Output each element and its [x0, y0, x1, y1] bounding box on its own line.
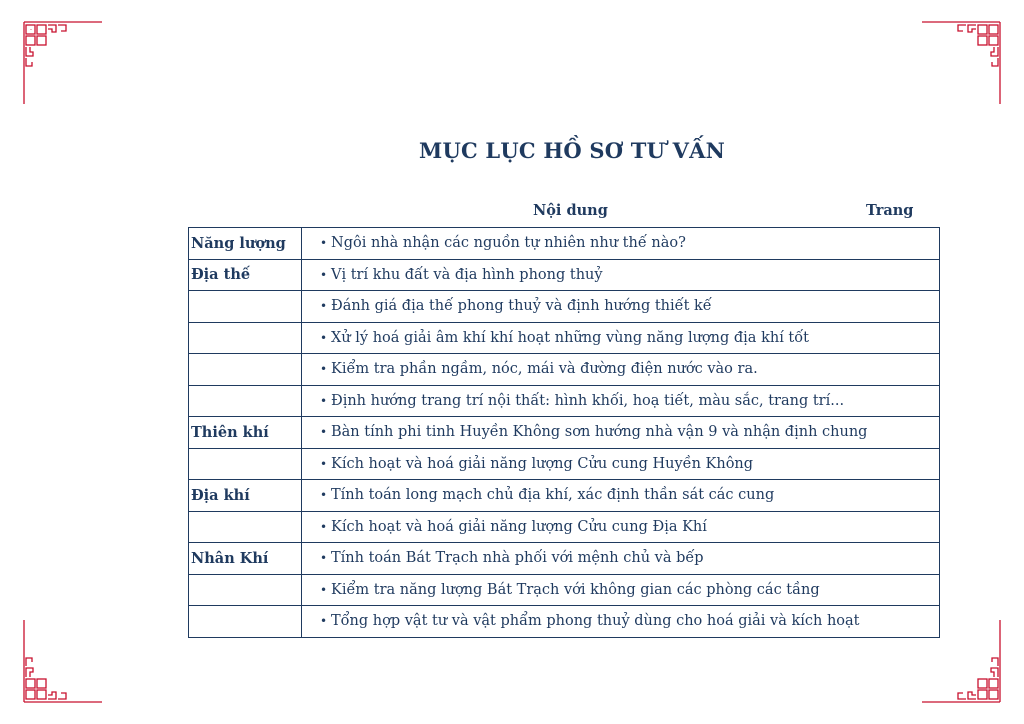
table-of-contents: [188, 227, 940, 638]
bullet-icon: •: [320, 425, 328, 440]
toc-body: [189, 228, 940, 638]
bullet-icon: •: [320, 362, 328, 377]
corner-ornament-top-right: [918, 20, 1002, 104]
table-row: [189, 574, 940, 606]
column-header-page: Trang: [866, 202, 914, 219]
lattice-ornament-icon: [918, 20, 1002, 104]
corner-ornament-bottom-left: [22, 620, 106, 704]
table-row: [189, 480, 940, 512]
table-row: [189, 291, 940, 323]
table-row: [189, 606, 940, 638]
toc-item-text: Kích hoạt và hoá giải năng lượng Cửu cung Địa Khí: [331, 518, 707, 535]
toc-item-text: Kiểm tra phần ngầm, nóc, mái và đường điện nước vào ra.: [331, 361, 758, 378]
bullet-icon: •: [320, 488, 328, 503]
table-row: [189, 511, 940, 543]
table-row: [189, 417, 940, 449]
toc-item: [302, 385, 940, 417]
toc-item: [302, 291, 940, 323]
toc-item-text: Tổng hợp vật tư và vật phẩm phong thuỷ dùng cho hoá giải và kích hoạt: [331, 613, 860, 630]
toc-item: [302, 354, 940, 386]
table-row: [189, 448, 940, 480]
toc-item-text: Ngôi nhà nhận các nguồn tự nhiên như thế nào?: [331, 235, 686, 252]
bullet-icon: •: [320, 330, 328, 345]
table-row: [189, 354, 940, 386]
section-category: Năng lượng: [189, 228, 302, 260]
bullet-icon: •: [320, 393, 328, 408]
section-category: [189, 322, 302, 354]
table-row: [189, 322, 940, 354]
bullet-icon: •: [320, 582, 328, 597]
toc-item: [302, 228, 940, 260]
toc-item-text: Định hướng trang trí nội thất: hình khối, hoạ tiết, màu sắc, trang trí...: [331, 392, 845, 409]
table-row: [189, 543, 940, 575]
toc-item-text: Vị trí khu đất và địa hình phong thuỷ: [331, 266, 603, 283]
section-category: Địa khí: [189, 480, 302, 512]
toc-item-text: Đánh giá địa thế phong thuỷ và định hướng thiết kế: [331, 298, 712, 315]
bullet-icon: •: [320, 519, 328, 534]
bullet-icon: •: [320, 614, 328, 629]
toc-item: [302, 511, 940, 543]
bullet-icon: •: [320, 236, 328, 251]
section-category: [189, 385, 302, 417]
lattice-ornament-icon: [22, 20, 106, 104]
toc-item-text: Kích hoạt và hoá giải năng lượng Cửu cung Huyền Không: [331, 455, 754, 472]
toc-item-text: Tính toán Bát Trạch nhà phối với mệnh chủ và bếp: [331, 550, 704, 567]
section-category: [189, 511, 302, 543]
section-category: Nhân Khí: [189, 543, 302, 575]
toc-item: [302, 322, 940, 354]
toc-item: [302, 574, 940, 606]
bullet-icon: •: [320, 456, 328, 471]
bullet-icon: •: [320, 299, 328, 314]
toc-item: [302, 417, 940, 449]
section-category: [189, 448, 302, 480]
table-row: [189, 228, 940, 260]
section-category: [189, 606, 302, 638]
toc-item: [302, 448, 940, 480]
section-category: Thiên khí: [189, 417, 302, 449]
section-category: [189, 354, 302, 386]
toc-item-text: Kiểm tra năng lượng Bát Trạch với không gian các phòng các tầng: [331, 581, 820, 598]
page-title: MỤC LỤC HỒ SƠ TƯ VẤN: [419, 138, 725, 163]
section-category: [189, 291, 302, 323]
section-category: Địa thế: [189, 259, 302, 291]
lattice-ornament-icon: [22, 620, 106, 704]
table-row: [189, 385, 940, 417]
toc-item-text: Bàn tính phi tinh Huyền Không sơn hướng nhà vận 9 và nhận định chung: [331, 424, 868, 441]
toc-item: [302, 259, 940, 291]
bullet-icon: •: [320, 551, 328, 566]
toc-item: [302, 606, 940, 638]
toc-item: [302, 480, 940, 512]
toc-item-text: Tính toán long mạch chủ địa khí, xác định thần sát các cung: [331, 487, 775, 504]
corner-ornament-top-left: [22, 20, 106, 104]
bullet-icon: •: [320, 267, 328, 282]
column-header-content: Nội dung: [533, 202, 608, 219]
toc-item: [302, 543, 940, 575]
toc-item-text: Xử lý hoá giải âm khí khí hoạt những vùng năng lượng địa khí tốt: [331, 329, 809, 346]
table-row: [189, 259, 940, 291]
section-category: [189, 574, 302, 606]
